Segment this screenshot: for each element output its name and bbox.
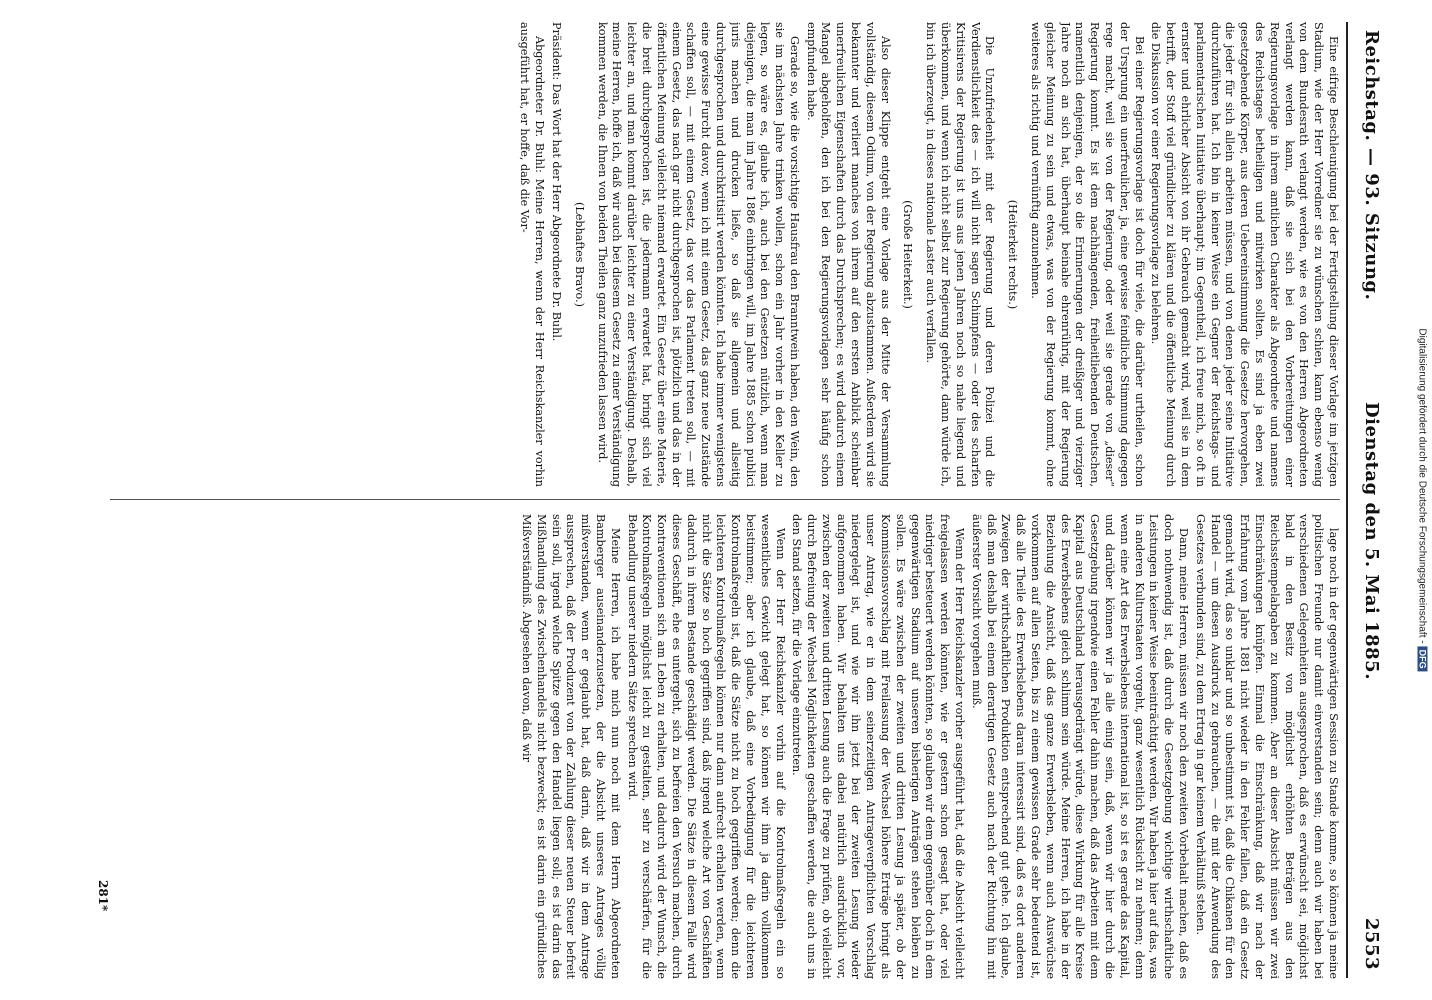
rotated-page-content (10, 0, 1410, 1000)
page-number: 2553 (1361, 917, 1382, 970)
signature-mark: 281* (96, 880, 110, 912)
paragraph: Abgeordneter Dr. Buhl: Meine Herren, wenn der Herr Reichskanzler vorhin ausgeführt hat, er hoffe, daß die Vor- (518, 22, 547, 487)
stage-direction: (Große Heiterkeit.) (901, 200, 915, 309)
paragraph: Eine eifrige Beschleunigung bei der Fertigstellung dieser Vorlage im jetzigen Stadium, wie der Herr Vorredner sie zu wünschen schien, kann ebenso wenig von dem Bundesrath verlangt werden, wie es von den Herren Abgeordneten verlangt werden kann, daß sie sich bei den Vorbereitungen einer Regierungsvorlage in ihrem amtlichen Charakter als Abgeordnete und namens des Reichstages betheiligen und mitwirken sollten. Es sind ja eben zwei gesetzgebende Körper, aus deren Uebereinstimmung die Gesetze hervorgehen, die jeder für sich allein arbeiten müssen, und von denen jeder seine Initiative durchzuführen hat. Ich bin in keiner Weise ein Gegner der Reichstags- und parlamentarischen Initiative überhaupt; im Gegentheil, ich freue mich, so oft in ernster und ehrlicher Absicht von ihr Gebrauch gemacht wird, weil sie in dem betrifft, der Stoff viel gründlicher zu klären und die öffentliche Meinung durch die Diskussion vor einer Regierungsvorlage zu belehren. (1149, 22, 1340, 487)
paragraph: Meine Herren, ich habe mich nun noch mit dem Herrn Abgeordneten Bamberger auseinanderzusetzen, der die Absicht unseres Antrages völlig mißverstanden, wenn er geglaubt hat, daß darin, daß wir in dem Antrage aussprechen, daß der Produzent von der Zahlung dieser neuen Steuer befreit sein soll, irgend welche Spitze gegen den Handel liegen soll; es ist darin das Mißhandlung des Zwischenhandels nicht bezweckt; es ist darin ein gründliches Mißverständniß. Abgesehen davon, daß wir (519, 514, 622, 979)
credit-line (1417, 328, 1428, 671)
column-divider (110, 499, 1340, 500)
header-date: Dienstag den 5. Mai 1885. (1361, 402, 1382, 680)
paragraph: Gerade so, wie die vorsichtige Hausfrau den Branntwein haben, den Wein, den sie im nächsten Jahre trinken wollen, schon ein Jahr vorher in den Keller zu legen, so wäre es, glaube ich, auch bei den Gesetzen nützlich, wenn man diejenigen, die man im Jahre 1886 einbringen will, im Jahre 1885 schon publici juris machen und drucken ließe, so daß sie allgemein und allseitig durchgesprochen und durchkritisirt werden könnten. Ich habe immer wenigstens eine gewisse Furcht davor, wenn ich mit einem Gesetz, das ganz neue Zustände schaffen soll, — mit einem Gesetz, das vor das Parlament treten soll, — mit einem Gesetz, das nach gar nicht durchgesprochen ist, plötzlich und das in der öffentlichen Meinung vielleicht niemand erwartet. Ein Gesetz über eine Materie, die breit durchgesprochen ist, die jedermann erwartet hat, bringt sich viel leichter an, und man kommt darüber leichter zu einer Verständigung. Deshalb, meine Herren, hoffe ich, daß wir auch bei diesem Gesetz zu einer Verständigung kommen werden, die Ihnen von beiden Theilen ganz unzufrieden lassen wird. (595, 22, 801, 487)
stage-direction: (Lebhaftes Bravo.) (572, 201, 586, 308)
right-column (110, 514, 1340, 979)
stage-direction: (Heiterkeit rechts.) (1006, 199, 1020, 310)
digitization-credit (1412, 0, 1432, 1000)
paragraph: lage noch in der gegenwärtigen Session zu Stande komme, so können ja meine politischen Freunde nur damit einverstanden sein; denn auch wir haben bei verschiedenen Gelegenheiten ausgesprochen, daß es erwünscht sei, möglichst bald in den Besitz von möglichst erhöhten Beträgen aus den Reichsstempelabgaben zu kommen. Aber an dieser Absicht müssen wir zwei Einschränkungen knüpfen. Einmal die Einschränkung, daß wir nach der Erfahrung vom Jahre 1881 nicht wieder in den Fehler fallen, daß ein Gesetz gemacht wird, das so unklar und so unbestimmt ist, daß die Chikanen für den Handel — um diesen Ausdruck zu gebrauchen, — die mit der Anwendung des Gesetzes verbunden sind, zu dem Ertrag in gar keinem Verhältniß stehen. (1193, 514, 1340, 979)
credit-text: Digitalisierung gefördert durch die Deutsche Forschungsgemeinschaft - (1416, 328, 1428, 644)
page-header (1354, 22, 1388, 978)
dfg-badge: DFG (1418, 647, 1428, 672)
paragraph: Also dieser Klippe entgeht eine Vorlage aus der Mitte der Versammlung vollständig, diesem Odium, von der Regierung abzustammen. Außerdem wird sie bekannter und verliert manches von ihrem auf den ersten Anblick scheinbar unerfreulichen Eigenschaften durch das Durchsprechen; es wird dadurch einem Mangel abgeholfen, den ich bei den Regierungsvorlagen sehr häufig schon empfunden habe. (804, 22, 892, 487)
paragraph: Bei einer Regierungsvorlage ist doch für viele, die darüber urtheilen, schon der Ursprung ein unerfreulicher, ja, eine gewisse feindliche Stimmung dagegen rege macht, weil sie von der Regierung, oder weil sie gerade von „dieser“ Regierung kommt. Es ist dem nachhängenden, freiheitliebenden Deutschen, namentlich denjenigen, der so die Erinnerungen der dreißiger und vierziger Jahre noch an sich hat, überhaupt beinahe ehrenrührig, mit der Regierung gleicher Meinung zu sein und etwas, was von der Regierung kommt, ohne weiteres als richtig und vernünftig anzunehmen. (1029, 22, 1146, 487)
paragraph: Wenn der Herr Reichskanzler vorher ausgeführt hat, daß die Absicht vielleicht freigelassen werden könnten, wie er gestern schon gesagt hat, oder viel niedriger besteuert werden könnten, so glauben wir dem gegenüber doch in dem gegenwärtigen Stadium auf unseren bisherigen Anträgen stehen bleiben zu sollen. Es wäre zwischen der zweiten und dritten Lesung ja später, ob der Kommissionsvorschlag mit Freilassung der Wechsel höhere Erträge bringt als unser Antrag, wie er in dem seinerzeitigen Antrageverpflichten Vorschlag niedergelegt ist, und wie wir ihn jetzt bei der zweiten Lesung wieder aufgenommen haben. Wir behalten uns dabei natürlich ausdrücklich vor, zwischen der zweiten und dritten Lesung auch die Frage zu prüfen, ob vielleicht durch Befreiung der Wechsel Möglichkeiten geschaffen werden, die auch uns in den Stand setzen, für die Vorlage einzutreten. (790, 514, 967, 979)
paragraph: Dann, meine Herren, müssen wir noch den zweiten Vorbehalt machen, daß es doch nothwendig ist, daß durch die Gesetzgebung wichtige wirthschaftliche Leistungen in keiner Weise beeinträchtigt werden. Wir haben ja hier auf das, was in anderen Kulturstaaten vorgeht, ganz wesentlich Rücksicht zu nehmen; denn wenn eine Art des Erwerbslebens international ist, so ist es gerade das Kapital, und darüber können wir ja alle einig sein, daß, wenn wir hier durch die Gesetzgebung irgendwie einen Fehler dahin machen, daß das Arbeiten mit dem Kapital aus Deutschland herausgedrängt würde, diese Wirkung für alle Kreise des Erwerbslebens gleich schlimm sein würde. Meine Herren, ich habe in der Beziehung die Ansicht, daß das ganze Erwerbsleben, wenn auch Auswüchse vorkommen auf allen Seiten, bis zu einem gewissen Grade sehr bedeutend ist, daß alle Theile des Erwerbslebens daran interessirt sind, daß es dort anderen Zweigen der wirthschaftlichen Produktion entsprechend gut gehe. Ich glaube, daß man deshalb bei einem derartigen Gesetz auch nach der Richtung hin mit äußerster Vorsicht vorgehen muß. (969, 514, 1191, 979)
left-column (110, 22, 1340, 487)
paragraph: Wenn der Herr Reichskanzler vorhin auf die Kontrolmaßregeln ein so wesentliches Gewicht gelegt hat, so können wir ihm ja darin vollkommen beistimmen; aber ich glaube, daß eine Vorbedingung für die leichteren Kontrolmaßregeln ist, daß die Sätze nicht zu hoch gegriffen werden; denn die leichteren Kontrolmaßregeln können nur dann aufrecht erhalten werden, wenn nicht die Sätze so hoch gegriffen sind, daß irgend welche Art von Geschäften dadurch in ihrem Bestande geschädigt werden. Die Sätze in diesem Falle wird dieses Geschäft, ehe es untergeht, sich zu befreien den Versuch machen, durch Kontraventionen sich am Leben zu erhalten, und dadurch wird der Wunsch, die Kontrolmaßregeln möglichst leicht zu gestalten, sehr zu verschärfen, für die Behandlung unserer niedern Sätze sprechen wird. (625, 514, 787, 979)
header-rule (1346, 22, 1348, 978)
header-session: Reichstag. — 93. Sitzung. (1361, 30, 1382, 301)
paragraph: Die Unzufriedenheit mit der Regierung und deren Polizei und die Verdienstlichkeit des — ich will nicht sagen Schimpfens — oder des scharfen Kritisirens der Regierung ist uns aus jenen Jahren noch so nahe liegend und überkommen, und wenn ich nicht selbst zur Regierung gehörte, dann würde ich, bin ich überzeugt, in dieses nationale Laster auch verfallen. (924, 22, 997, 487)
paragraph: Präsident: Das Wort hat der Herr Abgeordnete Dr. Buhl. (549, 22, 563, 342)
